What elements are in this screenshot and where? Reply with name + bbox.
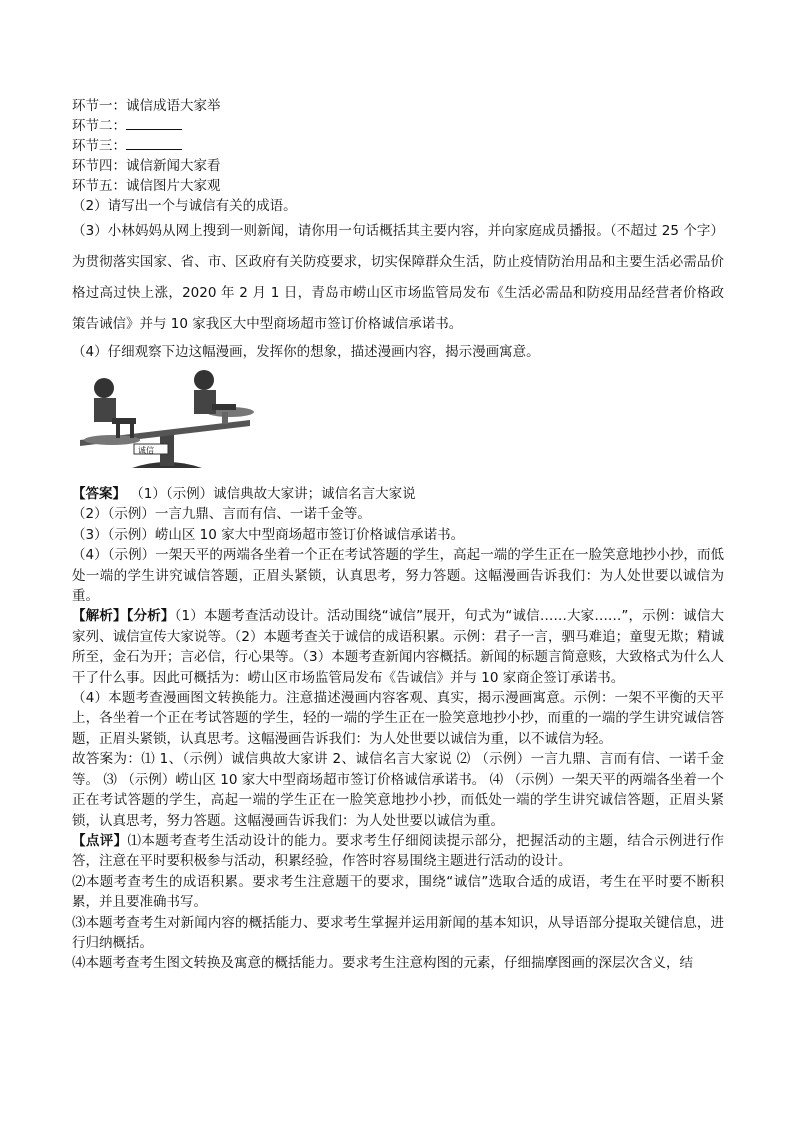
balance-scale-cartoon bbox=[72, 368, 262, 478]
answer-label: 【答案】 bbox=[72, 486, 126, 502]
answer-block bbox=[72, 484, 724, 606]
analysis-label: 【解析】【分析】 bbox=[72, 608, 175, 625]
cartoon-caption: 诚信 bbox=[138, 446, 154, 455]
analysis-line-1: 【解析】【分析】（1）本题考查活动设计。活动围绕“诚信”展开，句式为“诚信……大家……”，示例：诚信大家列、诚信宣传大家说等。（2）本题考查关于诚信的成语积累。示例：君子一言，驷马难追；童叟无欺；精诚所至，金石为开；言必信，行心果等。（3）本题考查新闻内容概括。新闻的标题言简意赅，大致格式为什么人干了什么事。因此可概括为：崂山区市场监管局发布《告诚信》并与 10 家商企签订承诺书。 bbox=[72, 608, 724, 686]
cartoon-image bbox=[72, 368, 262, 478]
answer-line-1: 【答案】 （1）（示例）诚信典故大家讲；诚信名言大家说 bbox=[72, 486, 416, 502]
analysis-line-3: 故答案为：⑴ 1、（示例）诚信典故大家讲 2、诚信名言大家说 ⑵ （示例）一言九鼎、言而有信、一诺千金等。 ⑶ （示例）崂山区 10 家大中型商场超市签订价格诚信承诺书。 ⑷ （示例）一架天平的两端各坐着一个正在考试答题的学生，高起一端的学生正在一脸笑意地抄小抄，而低处一端的学生讲究诚信答题，正眉头紧锁，认真思考，努力答题。这幅漫画告诉我们：为人处世要以诚信为重。 bbox=[72, 751, 724, 829]
section-3: 环节三： bbox=[72, 136, 724, 156]
answer-line-3: （3）（示例）崂山区 10 家大中型商场超市签订价格诚信承诺书。 bbox=[72, 526, 465, 543]
comment-block bbox=[72, 831, 724, 974]
comment-line-1: 【点评】⑴本题考查考生活动设计的能力。要求考生仔细阅读提示部分，把握活动的主题，结合示例进行作答，注意在平时要积极参与活动，积累经验，作答时容易围绕主题进行活动的设计。 bbox=[72, 832, 725, 870]
section-1: 环节一：诚信成语大家举 bbox=[72, 98, 221, 114]
question-4: （4）仔细观察下边这幅漫画，发挥你的想象，描述漫画内容，揭示漫画寓意。 bbox=[72, 344, 540, 360]
document-page bbox=[72, 96, 724, 974]
question-3: （3）小林妈妈从网上搜到一则新闻，请你用一句话概括其主要内容，并向家庭成员播报。（不超过 25 个字）为贯彻落实国家、省、市、区政府有关防疫要求，切实保障群众生活，防止疫情防治用品和主要生活必需品价格过高过快上涨，2020 年 2 月 1 日，青岛市崂山区市场监管局发布《生活必需品和防疫用品经营者价格政策告诫信》并与 10 家我区大中型商场超市签订价格诚信承诺书。 bbox=[72, 223, 724, 332]
analysis-line-2: （4）本题考查漫画图文转换能力。注意描述漫画内容客观、真实，揭示漫画寓意。示例：一架不平衡的天平上，各坐着一个正在考试答题的学生，轻的一端的学生正在一脸笑意地抄小抄，而重的一端的学生讲究诚信答题，正眉头紧锁，认真思考。这幅漫画告诉我们：为人处世要以诚信为重，以不诚信为轻。 bbox=[72, 690, 724, 747]
analysis-block bbox=[72, 606, 724, 830]
fill-blank-2[interactable] bbox=[126, 117, 182, 130]
section-4: 环节四：诚信新闻大家看 bbox=[72, 158, 221, 174]
comment-line-3: ⑶本题考查考生对新闻内容的概括能力、要求考生掌握并运用新闻的基本知识，从导语部分提取关键信息，进行归纳概括。 bbox=[72, 914, 724, 951]
comment-line-2: ⑵本题考查考生的成语积累。要求考生注意题干的要求，围绕“诚信”选取合适的成语，考生在平时要不断积累，并且要准确书写。 bbox=[72, 873, 724, 911]
section-2: 环节二： bbox=[72, 116, 724, 136]
comment-label: 【点评】 bbox=[72, 832, 128, 849]
comment-line-4: ⑷本题考查考生图文转换及寓意的概括能力。要求考生注意构图的元素，仔细揣摩图画的深层次含义，结 bbox=[72, 955, 693, 972]
answer-line-4: （4）（示例）一架天平的两端各坐着一个正在考试答题的学生，高起一端的学生正在一脸笑意地抄小抄，而低处一端的学生讲究诚信答题，正眉头紧锁，认真思考，努力答题。这幅漫画告诉我们：为人处世要以诚信为重。 bbox=[72, 547, 724, 605]
section-5: 环节五：诚信图片大家观 bbox=[72, 178, 221, 194]
fill-blank-3[interactable] bbox=[126, 137, 182, 150]
question-2: （2）请写出一个与诚信有关的成语。 bbox=[72, 198, 297, 214]
answer-line-2: （2）（示例）一言九鼎、言而有信、一诺千金等。 bbox=[72, 506, 371, 523]
